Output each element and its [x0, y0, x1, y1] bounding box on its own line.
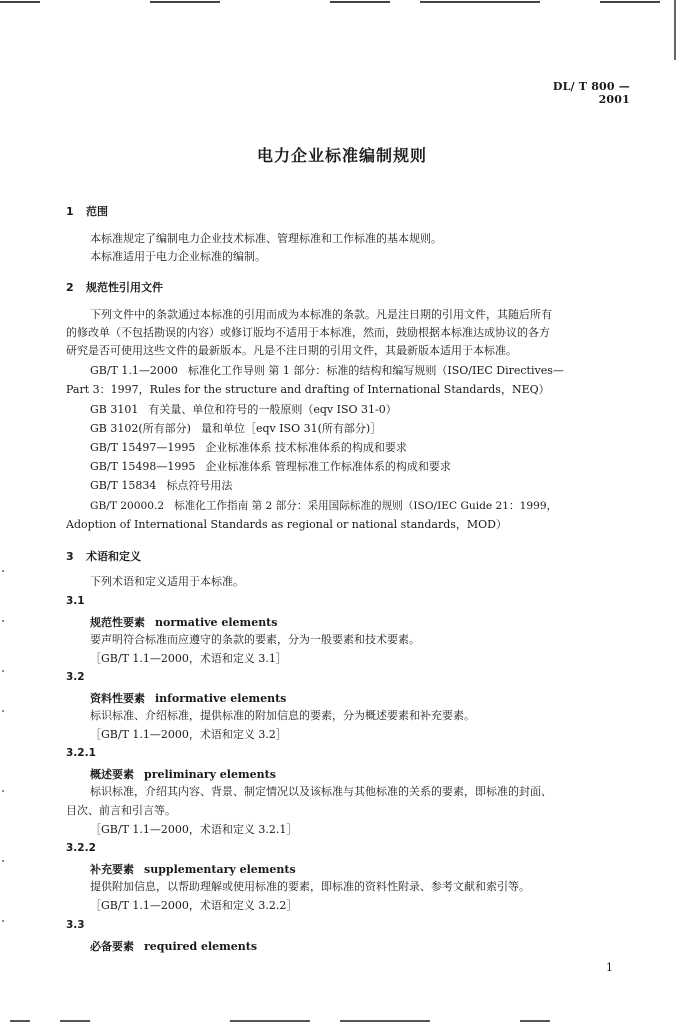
section-2-heading	[66, 279, 163, 295]
standard-code: DL/ T 800 — 2001	[552, 80, 630, 106]
term-zh: 规范性要素	[90, 616, 145, 629]
page-number: 1	[606, 961, 613, 974]
term-zh: 补充要素	[90, 863, 134, 876]
document-title: 电力企业标准编制规则	[256, 146, 427, 165]
term-zh: 必备要素	[90, 940, 134, 953]
paragraph: 本标准适用于电力企业标准的编制。	[90, 250, 266, 263]
reference-item	[90, 364, 564, 378]
reference-title: 有关量、单位和符号的一般原则（eqv ISO 31-0）	[148, 403, 397, 416]
reference-title: 标准化工作指南 第 2 部分：采用国际标准的规则（ISO/IEC Guide 21：1999，	[174, 500, 558, 512]
term-en: informative elements	[155, 692, 287, 705]
section-title: 范围	[86, 205, 108, 218]
term-number: 3.2.2	[66, 842, 96, 854]
term-source: ［GB/T 1.1—2000，术语和定义 3.2］	[90, 728, 287, 741]
term-definition: 标识标准，介绍其内容、背景、制定情况以及该标准与其他标准的关系的要素，即标准的封面、	[90, 785, 552, 798]
term-definition: 目次、前言和引言等。	[66, 804, 176, 817]
reference-title: 标点符号用法	[166, 479, 233, 492]
reference-title: 企业标准体系 管理标准工作标准体系的构成和要求	[205, 460, 451, 473]
scan-edge-right	[674, 0, 676, 60]
scan-margin-marks	[2, 560, 6, 940]
reference-item	[90, 460, 451, 474]
term-definition: 提供附加信息，以帮助理解或使用标准的要素，即标准的资料性附录、参考文献和索引等。	[90, 880, 530, 893]
reference-continuation: Adoption of International Standards as regional or national standards，MOD）	[66, 518, 507, 531]
scan-edge-bottom	[0, 1018, 684, 1024]
section-number: 3	[66, 550, 74, 563]
section-title: 规范性引用文件	[86, 281, 163, 294]
reference-code: GB/T 1.1—2000	[90, 364, 178, 377]
term-heading	[90, 614, 277, 630]
paragraph: 下列术语和定义适用于本标准。	[90, 575, 244, 588]
reference-continuation: Part 3：1997，Rules for the structure and drafting of International Standards，NEQ）	[66, 383, 550, 396]
paragraph: 下列文件中的条款通过本标准的引用而成为本标准的条款。凡是注日期的引用文件，其随后所有	[90, 308, 552, 321]
term-source: ［GB/T 1.1—2000，术语和定义 3.2.2］	[90, 899, 298, 912]
term-heading	[90, 938, 257, 954]
scan-edge-top	[0, 0, 684, 6]
section-3-heading	[66, 548, 141, 564]
term-source: ［GB/T 1.1—2000，术语和定义 3.1］	[90, 652, 287, 665]
term-source: ［GB/T 1.1—2000，术语和定义 3.2.1］	[90, 823, 298, 836]
term-number: 3.3	[66, 919, 85, 931]
term-heading	[90, 690, 286, 706]
term-zh: 概述要素	[90, 768, 134, 781]
reference-code: GB 3102(所有部分)	[90, 422, 191, 435]
reference-code: GB/T 15497—1995	[90, 441, 196, 454]
term-en: preliminary elements	[144, 768, 276, 781]
reference-code: GB/T 15498—1995	[90, 460, 196, 473]
section-title: 术语和定义	[86, 550, 141, 563]
reference-title: 标准化工作导则 第 1 部分：标准的结构和编写规则（ISO/IEC Directives—	[187, 364, 564, 377]
reference-item	[90, 422, 381, 436]
term-number: 3.2.1	[66, 747, 96, 759]
term-zh: 资料性要素	[90, 692, 145, 705]
reference-item	[90, 479, 232, 493]
term-definition: 要声明符合标准而应遵守的条款的要素，分为一般要素和技术要素。	[90, 633, 420, 646]
reference-title: 量和单位［eqv ISO 31(所有部分)］	[200, 422, 382, 435]
paragraph: 的修改单（不包括勘误的内容）或修订版均不适用于本标准，然而，鼓励根据本标准达成协议的各方	[66, 326, 550, 339]
section-number: 1	[66, 205, 74, 218]
term-en: required elements	[144, 940, 258, 953]
reference-code: GB 3101	[90, 403, 139, 416]
section-number: 2	[66, 281, 74, 294]
paragraph: 研究是否可使用这些文件的最新版本。凡是不注日期的引用文件，其最新版本适用于本标准。	[66, 344, 517, 357]
reference-item	[90, 499, 557, 513]
term-heading	[90, 861, 296, 877]
term-number: 3.2	[66, 671, 85, 683]
term-heading	[90, 766, 276, 782]
term-en: normative elements	[155, 616, 278, 629]
reference-item	[90, 403, 397, 417]
reference-code: GB/T 20000.2	[90, 500, 165, 512]
term-definition: 标识标准、介绍标准，提供标准的附加信息的要素，分为概述要素和补充要素。	[90, 709, 475, 722]
reference-item	[90, 441, 407, 455]
reference-code: GB/T 15834	[90, 479, 157, 492]
paragraph: 本标准规定了编制电力企业技术标准、管理标准和工作标准的基本规则。	[90, 232, 442, 245]
reference-title: 企业标准体系 技术标准体系的构成和要求	[205, 441, 407, 454]
term-number: 3.1	[66, 595, 85, 607]
term-en: supplementary elements	[144, 863, 296, 876]
section-1-heading	[66, 203, 108, 219]
